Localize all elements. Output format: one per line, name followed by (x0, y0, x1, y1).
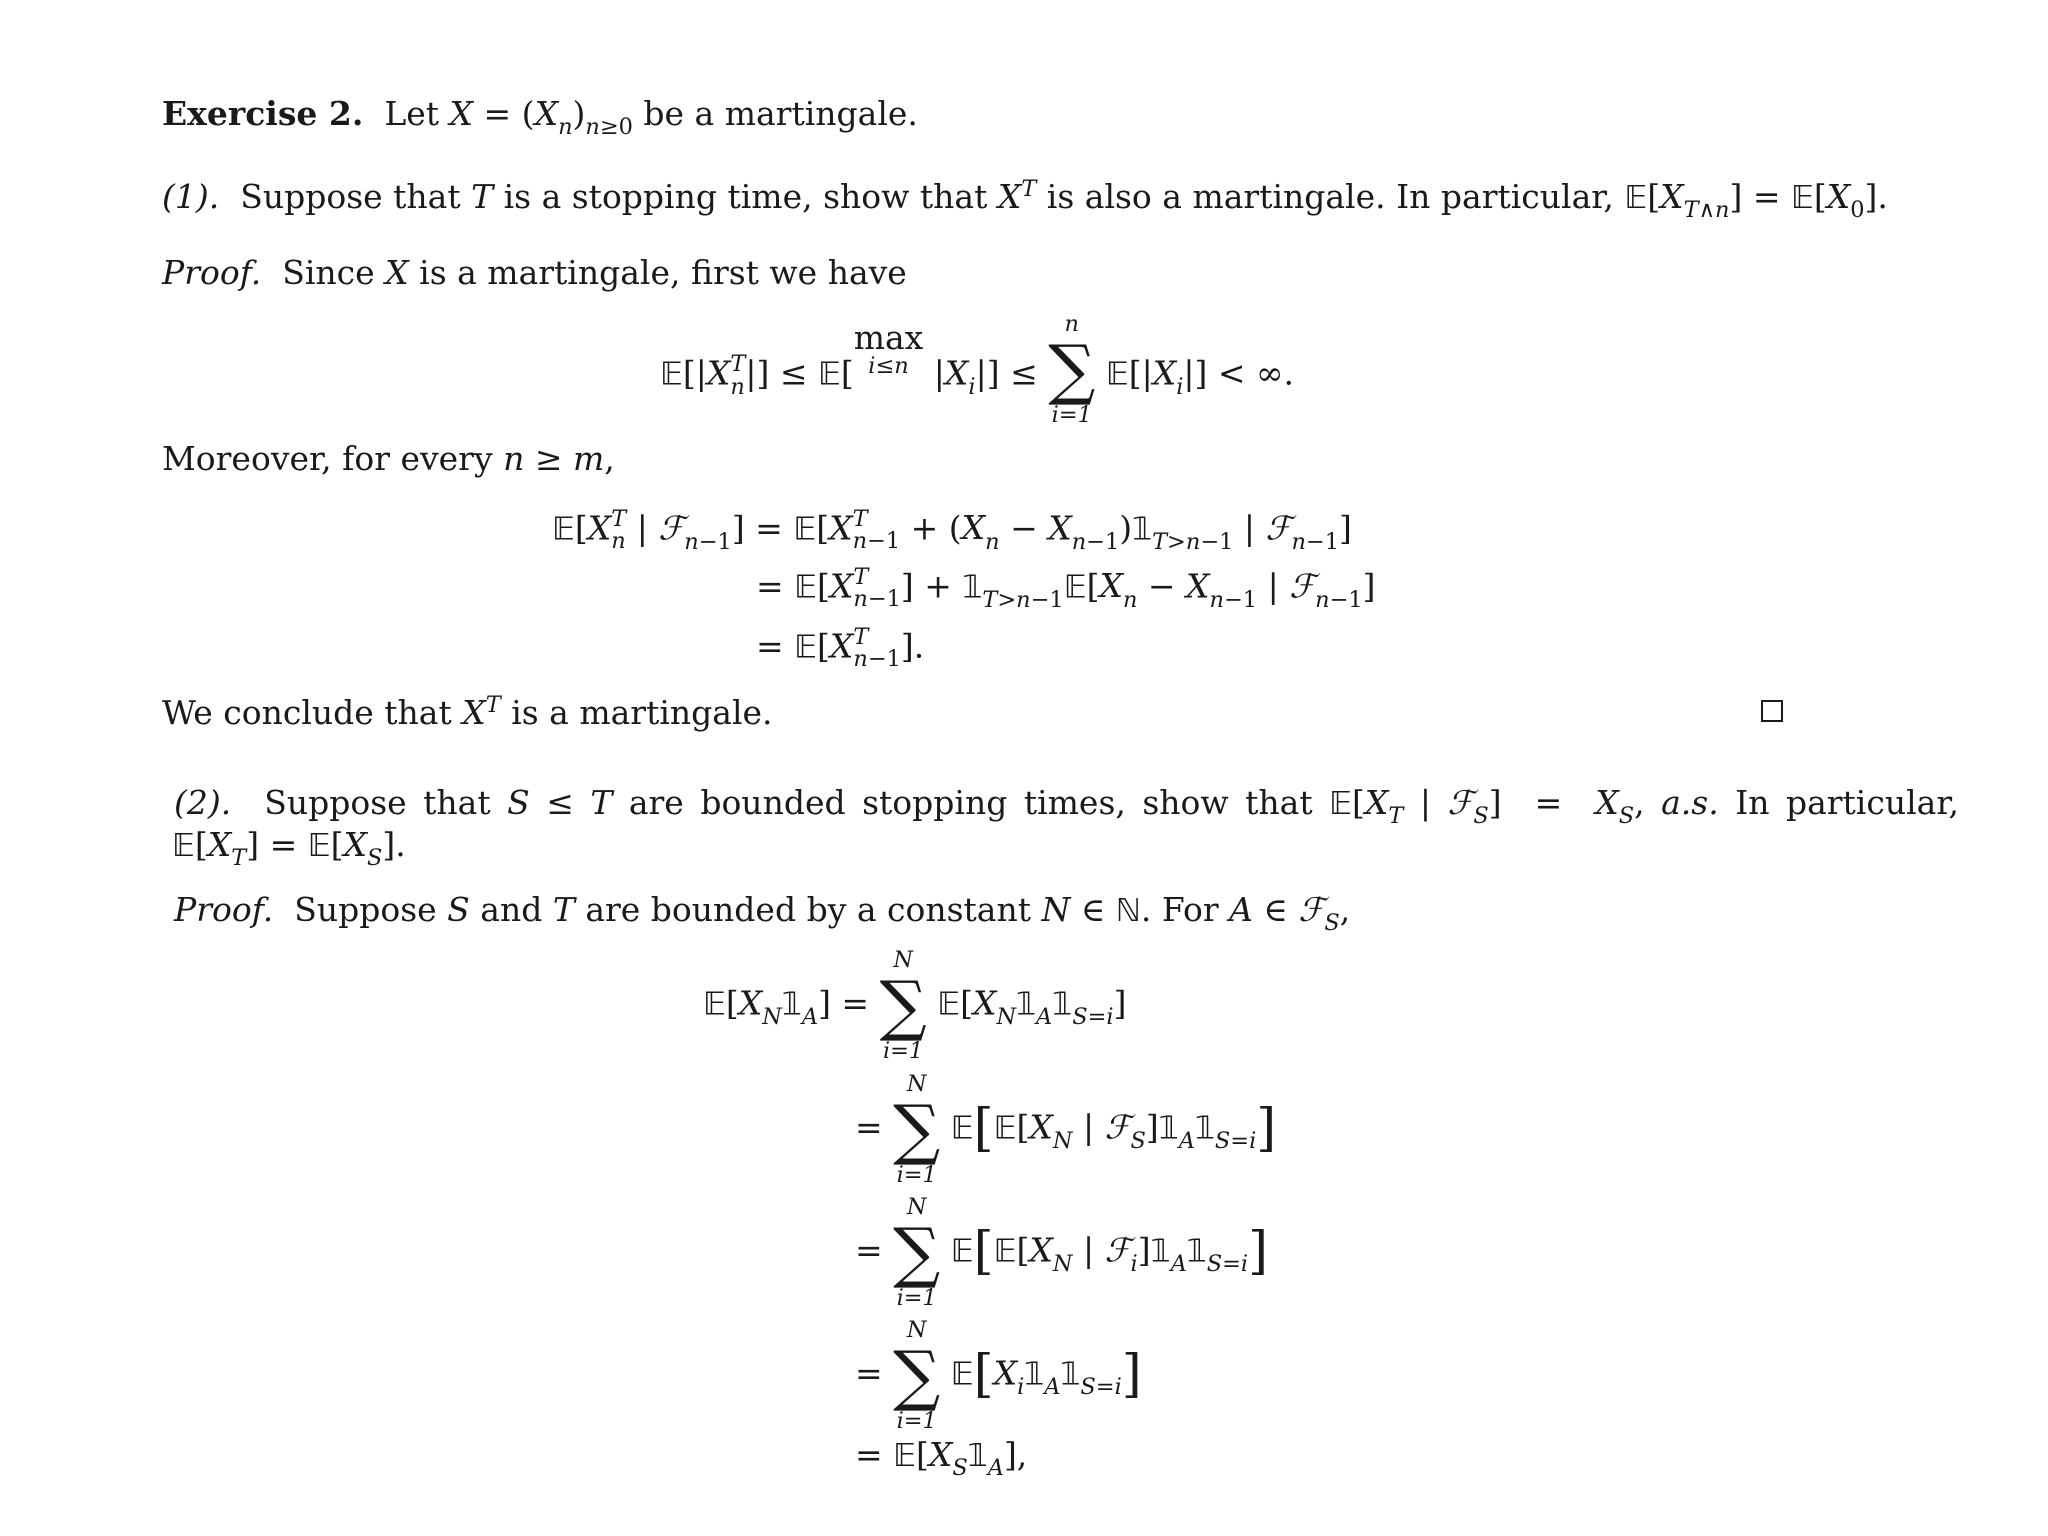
exercise-heading: Exercise 2. (162, 94, 364, 133)
eq1-line-2: = 𝔼[X T n−1 ] + $𝟙_{T>n-1}𝔼[X_n - X_{n-1}$ | ℱ$_{n-1}$] (756, 564, 1376, 613)
equation-bound: 𝔼[|X T n |] ≤ 𝔼[max i≤n $|X_i|$] ≤ n ∑ i=1 $𝔼[|X_i|]$ < ∞. (660, 311, 1295, 428)
part2-statement-line-2: $𝔼[X_T]$ = $𝔼[X_S]$. (172, 825, 406, 872)
eq2-line-2: = N ∑ i=1 $𝔼[𝔼[X_N$ | $ℱ_S]𝟙_A𝟙_{S=i}$] (855, 1071, 1277, 1188)
part1-proof-intro: Proof. Since X is a martingale, first we have (162, 253, 907, 292)
part2-label: (2). (174, 783, 232, 822)
part1-label: (1). (162, 177, 220, 216)
part2-proof-label: Proof. (174, 890, 274, 929)
eq2-line-5: = $𝔼[X_S𝟙_A]$, (855, 1435, 1028, 1482)
part2-proof-intro: Proof. Suppose S and T are bounded by a constant N ∈ ℕ. For A ∈ ℱ$_S$, (174, 890, 1351, 937)
eq1-line-1: 𝔼[X T n | ℱ$_{n-1}$] = 𝔼[X T n−1 + ($X_n$ − $X_{n-1})𝟙_{T>n-1}$ | ℱ$_{n-1}$] (552, 506, 1352, 555)
part2-statement-line-1: (2). Suppose that S ≤ T are bounded stopping times, show that $𝔼[X_T$ | ℱ$_S$] = $X_S$, a.s. In particular, (174, 783, 1959, 830)
part1-statement: (1). Suppose that T is a stopping time, show that $X^T$ is also a martingale. In particular, $𝔼[X_{T\wedge n}]$ = $𝔼[X_0]$. (162, 175, 1888, 224)
eq1-line-3: = 𝔼[X T n−1 ]. (756, 624, 925, 673)
eq2-line-1: $𝔼[X_N𝟙_A]$ = N ∑ i=1 $𝔼[X_N𝟙_A𝟙_{S=i}]$ (703, 947, 1127, 1064)
exercise-heading-line: Exercise 2. Let $X = (X_n)_{n\ge 0}$ be a martingale. (162, 94, 918, 141)
qed-box (1761, 700, 1783, 722)
part1-proof-label: Proof. (162, 253, 262, 292)
eq2-line-4: = N ∑ i=1 $𝔼[X_i𝟙_A𝟙_{S=i}]$ (855, 1317, 1142, 1434)
part1-conclusion: We conclude that $X^T$ is a martingale. (162, 691, 773, 732)
eq2-line-3: = N ∑ i=1 $𝔼[𝔼[X_N$ | $ℱ_i]𝟙_A𝟙_{S=i}$] (855, 1194, 1269, 1311)
part1-moreover: Moreover, for every n ≥ m, (162, 439, 615, 478)
